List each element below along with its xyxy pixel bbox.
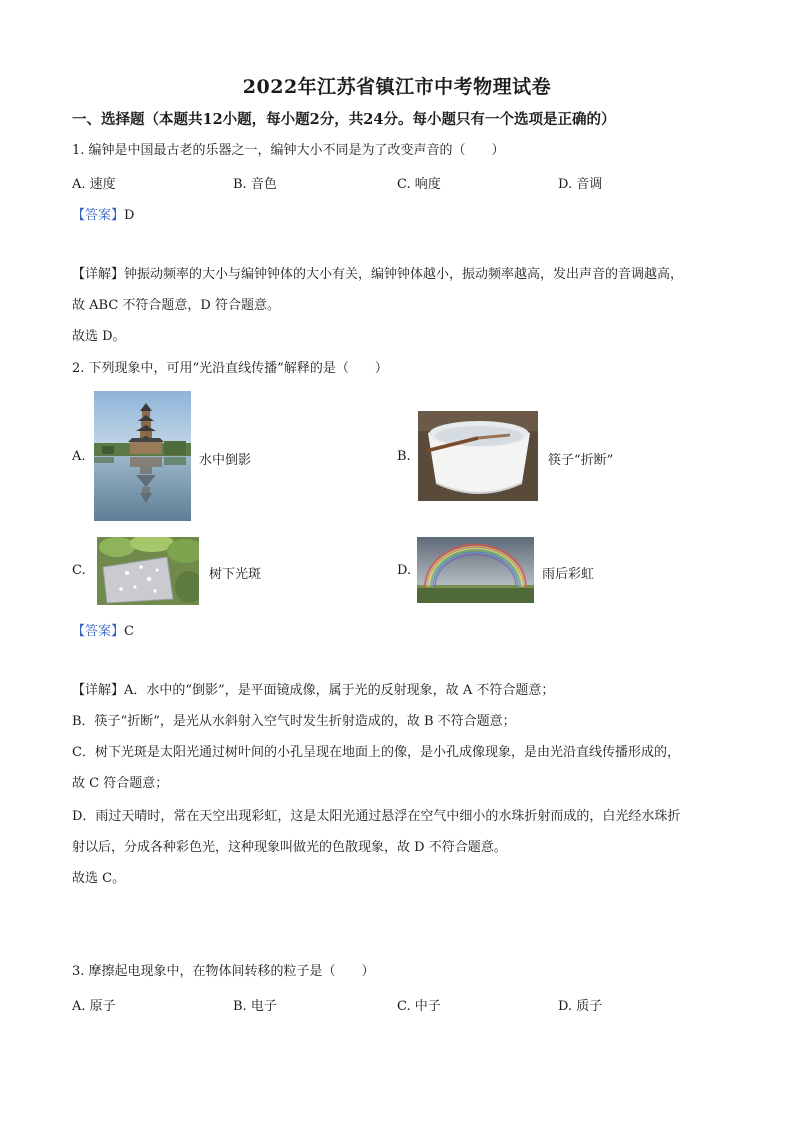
question-2-option-d-label: D. (397, 563, 412, 578)
question-2-detail-line-2: B．筷子“折断”，是光从水斜射入空气时发生折射造成的，故 B 不符合题意； (72, 714, 516, 729)
question-2-option-b-caption: 筷子“折断” (548, 453, 614, 468)
question-1-option-d: D. 音调 (558, 177, 603, 192)
question-2-detail-line-5: D．雨过天晴时，常在天空出现彩虹，这是太阳光通过悬浮在空气中细小的水珠折射而成的，白光经水珠折 (72, 809, 681, 824)
section-heading: 一、选择题（本题共12小题，每小题2分，共24分。每小题只有一个选项是正确的） (72, 111, 616, 128)
question-2-detail-line-4: 故 C 符合题意； (72, 776, 169, 791)
question-2-stem: 2. 下列现象中，可用“光沿直线传播”解释的是（ ） (72, 361, 388, 376)
question-1-detail-line-1: 【详解】钟振动频率的大小与编钟钟体的大小有关，编钟钟体越小，振动频率越高，发出声音的音调越高， (72, 267, 684, 282)
question-2-option-a-label: A. (72, 449, 86, 464)
question-2-detail-line-7: 故选 C。 (72, 871, 126, 886)
question-1-answer (72, 204, 134, 223)
question-1-option-a: A. 速度 (72, 177, 116, 192)
question-2-option-c-label: C. (72, 563, 86, 578)
answer-tag: 【答案】 (72, 208, 125, 223)
question-1-detail-line-2: 故 ABC 不符合题意，D 符合题意。 (72, 298, 280, 313)
question-3-option-b: B. 电子 (233, 999, 277, 1014)
pagoda-reflection-image (94, 391, 191, 521)
question-2-detail-line-1: 【详解】A．水中的“倒影”，是平面镜成像，属于光的反射现象，故 A 不符合题意； (72, 683, 555, 698)
rainbow-image (417, 537, 534, 603)
question-2-option-c-caption: 树下光斑 (209, 567, 262, 582)
question-2-option-d-caption: 雨后彩虹 (542, 567, 595, 582)
question-3-stem: 3. 摩擦起电现象中，在物体间转移的粒子是（ ） (72, 964, 375, 979)
question-1-option-b: B. 音色 (233, 177, 277, 192)
question-1-option-c: C. 响度 (397, 177, 441, 192)
question-2-option-b-label: B. (397, 449, 411, 464)
light-spots-under-tree-image (97, 537, 199, 605)
question-2-answer (72, 620, 134, 639)
question-2-option-a-caption: 水中倒影 (199, 453, 252, 468)
answer-value: C (124, 624, 134, 639)
answer-tag: 【答案】 (72, 624, 125, 639)
question-3-option-c: C. 中子 (397, 999, 441, 1014)
question-1-stem: 1. 编钟是中国最古老的乐器之一，编钟大小不同是为了改变声音的（ ） (72, 143, 505, 158)
page-title: 2022年江苏省镇江市中考物理试卷 (242, 76, 552, 98)
question-3-option-a: A. 原子 (72, 999, 116, 1014)
question-1-detail-line-3: 故选 D。 (72, 329, 126, 344)
question-3-option-d: D. 质子 (558, 999, 603, 1014)
question-2-detail-line-6: 射以后，分成各种彩色光，这种现象叫做光的色散现象，故 D 不符合题意。 (72, 840, 507, 855)
answer-value: D (124, 208, 135, 223)
chopstick-in-bowl-image (418, 411, 538, 501)
question-2-detail-line-3: C．树下光斑是太阳光通过树叶间的小孔呈现在地面上的像，是小孔成像现象，是由光沿直线传播形成的， (72, 745, 680, 760)
